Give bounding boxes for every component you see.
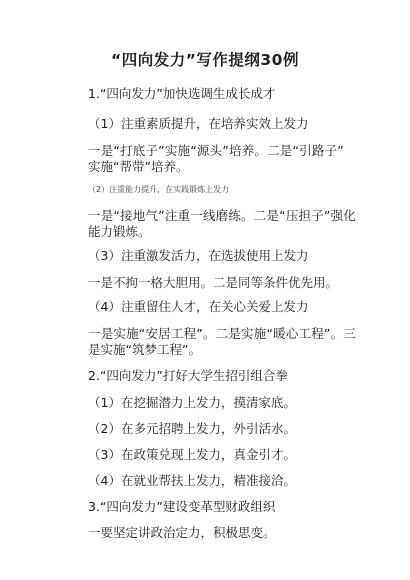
section-heading-1: 1.“四向发力”加快选调生成长成才	[88, 86, 276, 101]
subheading-1-2: （2）注重能力提升，在实践锻炼上发力	[88, 185, 230, 194]
section-heading-3: 3.“四向发力”建设变革型财政组织	[88, 499, 276, 514]
document-title: “四向发力”写作提纲30例	[111, 51, 299, 69]
paragraph-line: 一是“打底子”实施“源头”培养。二是“引路子”	[88, 143, 344, 158]
section-heading-2: 2.“四向发力”打好大学生招引组合拳	[88, 368, 288, 383]
subheading-1-1: （1）注重素质提升，在培养实效上发力	[88, 116, 309, 131]
paragraph-line: 一是不拘一格大胆用。二是同等条件优先用。	[88, 275, 339, 290]
paragraph-line: 一是“接地气”注重一线磨练。二是“压担子”强化	[88, 208, 357, 223]
subheading-2-4: （4）在就业帮扶上发力，精准接洽。	[88, 473, 296, 488]
subheading-1-3: （3）注重激发活力，在选拔使用上发力	[88, 248, 309, 263]
subheading-1-4: （4）注重留住人才，在关心关爱上发力	[88, 299, 309, 314]
paragraph-line: 是实施“筑梦工程”。	[88, 342, 201, 357]
paragraph-line: 实施“帮带”培养。	[88, 159, 189, 174]
paragraph-line: 能力锻炼。	[88, 224, 151, 239]
subheading-2-2: （2）在多元招聘上发力，外引活水。	[88, 421, 296, 436]
subheading-2-1: （1）在挖掘潜力上发力，摸清家底。	[88, 395, 296, 410]
paragraph-line: 一要坚定讲政治定力，积极思变。	[88, 525, 276, 540]
paragraph-line: 一是实施“安居工程”。二是实施“暖心工程”。三	[88, 326, 357, 341]
subheading-2-3: （3）在政策兑现上发力，真金引才。	[88, 447, 296, 462]
